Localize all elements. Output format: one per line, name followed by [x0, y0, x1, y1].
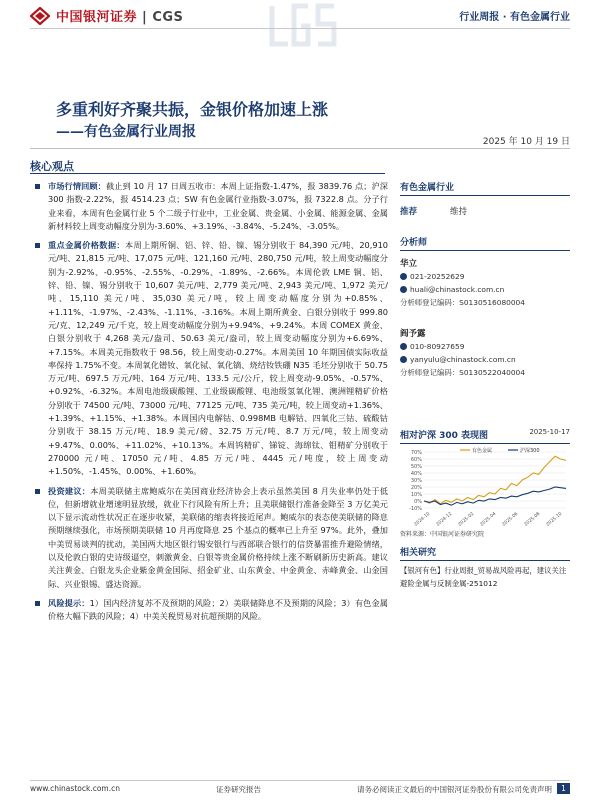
- chart-legend-label: 有色金属: [472, 448, 493, 454]
- analyst-card: [400, 257, 570, 309]
- footer-site-link[interactable]: www.chinastock.com.cn: [30, 784, 120, 793]
- chart-ytick-label: 30%: [410, 478, 422, 484]
- footer-divider: [30, 780, 570, 781]
- bullet-text: 本周美联储主席鲍威尔在美国商业经济协会上表示虽然美国 8 月失业率仍处于低位，但新增就业增速明显放缓，就业下行风险有所上升；且美联储银行准备金降至 3 万亿美元以下显示流动性状况正在逐步收紧，美联储的缩表将接近尾声。鲍威尔的表态使美联储的降息预期继续强化，市场预期美联储 10 月再度降息 25 个基点的概率已上升至 97%。此外，叠加中美贸易谈判的扰动，美国两大地区银行锡安银行与西部联合银行的信贷暴雷推升避险情绪，以及伦敦白银的史诗级逼空，刺激黄金、白银等贵金属价格持续上涨不断刷新历史新高。建议关注黄金、白银龙头企业紫金黄金国际、招金矿业、山东黄金、中金黄金、赤峰黄金、山金国际、兴业银锡、盛达资源。: [48, 485, 388, 589]
- chart-xtick-label: 2025-06: [501, 511, 520, 528]
- chart-ytick-label: -10%: [409, 506, 422, 512]
- analyst-email[interactable]: yanyulu@chinastock.com.cn: [410, 355, 516, 364]
- footer-doc-type: 证券研究报告: [216, 785, 261, 794]
- analyst-name: 华立: [400, 259, 418, 269]
- report-subtitle: ——有色金属行业周报: [56, 124, 196, 140]
- bullet-risk-warning: [48, 597, 388, 624]
- title-divider: [30, 148, 570, 149]
- report-title: 多重利好齐聚共振，金银价格加速上涨: [56, 100, 329, 119]
- related-title: 相关研究: [400, 545, 570, 561]
- reg-label: 分析师登记编码：: [400, 298, 460, 307]
- logo-text: 中国银河证券 | CGS: [56, 10, 184, 25]
- chart-ytick-label: 60%: [410, 457, 422, 463]
- chart-ytick-label: 20%: [410, 485, 422, 491]
- chart-date: 2025-10-17: [529, 428, 570, 436]
- email-icon: [400, 286, 407, 293]
- analyst-card: [400, 327, 570, 379]
- analyst-email[interactable]: huali@chinastock.com.cn: [410, 285, 505, 294]
- bullet-lead: 市场行情回顾：: [48, 181, 106, 191]
- phone-icon: [400, 273, 407, 280]
- bullet-square-icon: [35, 489, 40, 494]
- header-divider: [30, 28, 570, 29]
- chart-svg: [400, 446, 570, 528]
- chart-title: 相对沪深 300 表现图: [400, 431, 489, 441]
- analyst-phone: 021-20252629: [410, 272, 465, 281]
- analyst-reg: S0130522040004: [459, 368, 525, 377]
- report-date: 2025 年 10 月 19 日: [482, 137, 570, 147]
- bullet-square-icon: [35, 601, 40, 606]
- chart-xtick-label: 2025-10: [545, 511, 564, 528]
- chart-series-line: [424, 487, 566, 505]
- relative-performance-chart: [400, 428, 570, 538]
- chart-xtick-label: 2025-04: [479, 511, 498, 528]
- section-heading: 核心观点: [30, 160, 74, 173]
- bullet-lead: 风险提示：: [48, 597, 90, 608]
- bullet-metal-prices: [48, 239, 388, 478]
- related-research: [400, 545, 570, 590]
- sidebar: [400, 180, 570, 379]
- reg-label: 分析师登记编码：: [400, 368, 460, 377]
- cgs-logo-icon: [30, 7, 50, 25]
- analyst-title: 分析师: [400, 235, 570, 251]
- rating-value: 维持: [450, 207, 468, 217]
- bullet-text: 本周上期所铜、铝、锌、铅、镍、锡分别收于 84,390 元/吨、20,910 元/吨、21,815 元/吨、17,075 元/吨、121,160 元/吨、280,750 元/吨，较上周变动幅度分别为-2.92%、-0.95%、-2.55%、-0.29%、-1.89%、-2.66%。本周伦敦 LME 铜、铝、锌、铅、镍、锡分别收于 10,607 美元/吨、2,779 美元/吨、2,943 美元/吨、1,972 美元/吨、15,110 美元/吨、35,030 美元/吨，较上周变动幅度分别为+0.85%、+1.11%、-1.97%、-2.43%、-1.11%、-3.16%。本周上期所黄金、白银分别收于 999.80 元/克、12,249 元/千克，较上周变动幅度分别为+9.94%、+9.24%。本周 COMEX 黄金、白银分别收于 4,268 美元/盎司、50.63 美元/盎司，较上周变动幅度分别为+6.69%、+7.15%。本周美元指数收于 98.56，较上周变动-0.27%。本周美国 10 年期国债实际收益率保持 1.75%不变。本周氧化镨钕、氧化铽、氧化镝、烧结钕铁硼 N35 毛坯分别收于 50.75 万元/吨、697.5 万元/吨、164 万元/吨、133.5 元/公斤，较上周变动-9.05%、-0.57%、+0.92%、-6.32%。本周电池级碳酸锂、工业级碳酸锂、电池级氢氧化锂、澳洲锂精矿价格分别收于 74500 元/吨、73000 元/吨、77125 元/吨、735 美元/吨，较上周变动+1.36%、+1.39%、+1.15%、+1.38%。本周国内电解钴、0.998MB 电解钴、四氧化三钴、硫酸钴分别收于 38.15 万元/吨、18.9 美元/磅、32.75 万元/吨、8.7 万元/吨，较上周变动+9.47%、0.00%、+11.02%、+10.13%。本周钨精矿、锑锭、海绵钛、钼精矿分别收于 270000 元/吨、17050 元/吨、4.85 万元/吨、4445 元/吨度，较上周变动+1.50%、-1.45%、0.00%、+1.60%。: [48, 240, 388, 477]
- chart-xtick-label: 2024-12: [435, 511, 454, 528]
- phone-icon: [400, 343, 407, 350]
- email-icon: [400, 356, 407, 363]
- company-logo: [30, 6, 183, 25]
- bullet-text: 截止到 10 月 17 日周五收市：本周上证指数-1.47%，报 3839.76 点；沪深 300 指数-2.22%，报 4514.23 点；SW 有色金属行业指数-3.07%，报 7322.8 点。分子行业来看，本周有色金属行业 5 个二级子行业中，工业金属、贵金属、小金属、能源金属、金属新材料较上周变动幅度分别为-3.60%、+3.19%、-3.84%、-5.24%、-3.05%。: [48, 181, 388, 231]
- chart-ytick-label: 10%: [410, 492, 422, 498]
- chart-ytick-label: 70%: [410, 450, 422, 456]
- page-header: [0, 0, 600, 30]
- analyst-phone: 010-80927659: [410, 342, 465, 351]
- chart-xtick-label: 2025-08: [523, 511, 542, 528]
- chart-legend-label: 沪深300: [520, 448, 540, 454]
- industry-title: 有色金属行业: [400, 180, 570, 196]
- bullet-square-icon: [35, 243, 40, 248]
- bullet-market-review: [48, 180, 388, 233]
- chart-ytick-label: 50%: [410, 464, 422, 470]
- chart-xtick-label: 2024-10: [413, 511, 432, 528]
- bullet-investment-advice: [48, 485, 388, 591]
- analyst-reg: S0130516080004: [459, 298, 525, 307]
- section-divider: [30, 173, 385, 174]
- related-item[interactable]: 【银河有色】行业周报_贸易战风险再起，建议关注避险金属与反制金属-251012: [400, 566, 567, 588]
- analyst-name: 阎予露: [400, 329, 426, 339]
- rating-row: [400, 205, 570, 217]
- chart-ytick-label: 0%: [414, 499, 422, 505]
- cgs-watermark-icon: [258, 0, 348, 52]
- footer-disclaimer: 请务必阅读正文最后的中国银河证券股份有限公司免责声明: [357, 785, 552, 794]
- chart-ytick-label: 40%: [410, 471, 422, 477]
- bullet-lead: 重点金属价格数据：: [48, 240, 125, 251]
- core-views: [48, 180, 388, 630]
- chart-source: 资料来源：中国银河证券研究院: [400, 531, 485, 538]
- page-number: 1: [557, 783, 570, 794]
- chart-xtick-label: 2025-02: [457, 511, 476, 528]
- report-category: 行业周报 · 有色金属行业: [459, 12, 570, 23]
- bullet-text: 1）国内经济复苏不及预期的风险；2）美联储降息不及预期的风险；3）有色金属价格大幅下跌的风险；4）中美关税贸易对抗超预期的风险。: [48, 597, 388, 622]
- rating-key: 推荐: [400, 207, 418, 217]
- bullet-square-icon: [35, 184, 40, 189]
- bullet-lead: 投资建议：: [48, 485, 91, 496]
